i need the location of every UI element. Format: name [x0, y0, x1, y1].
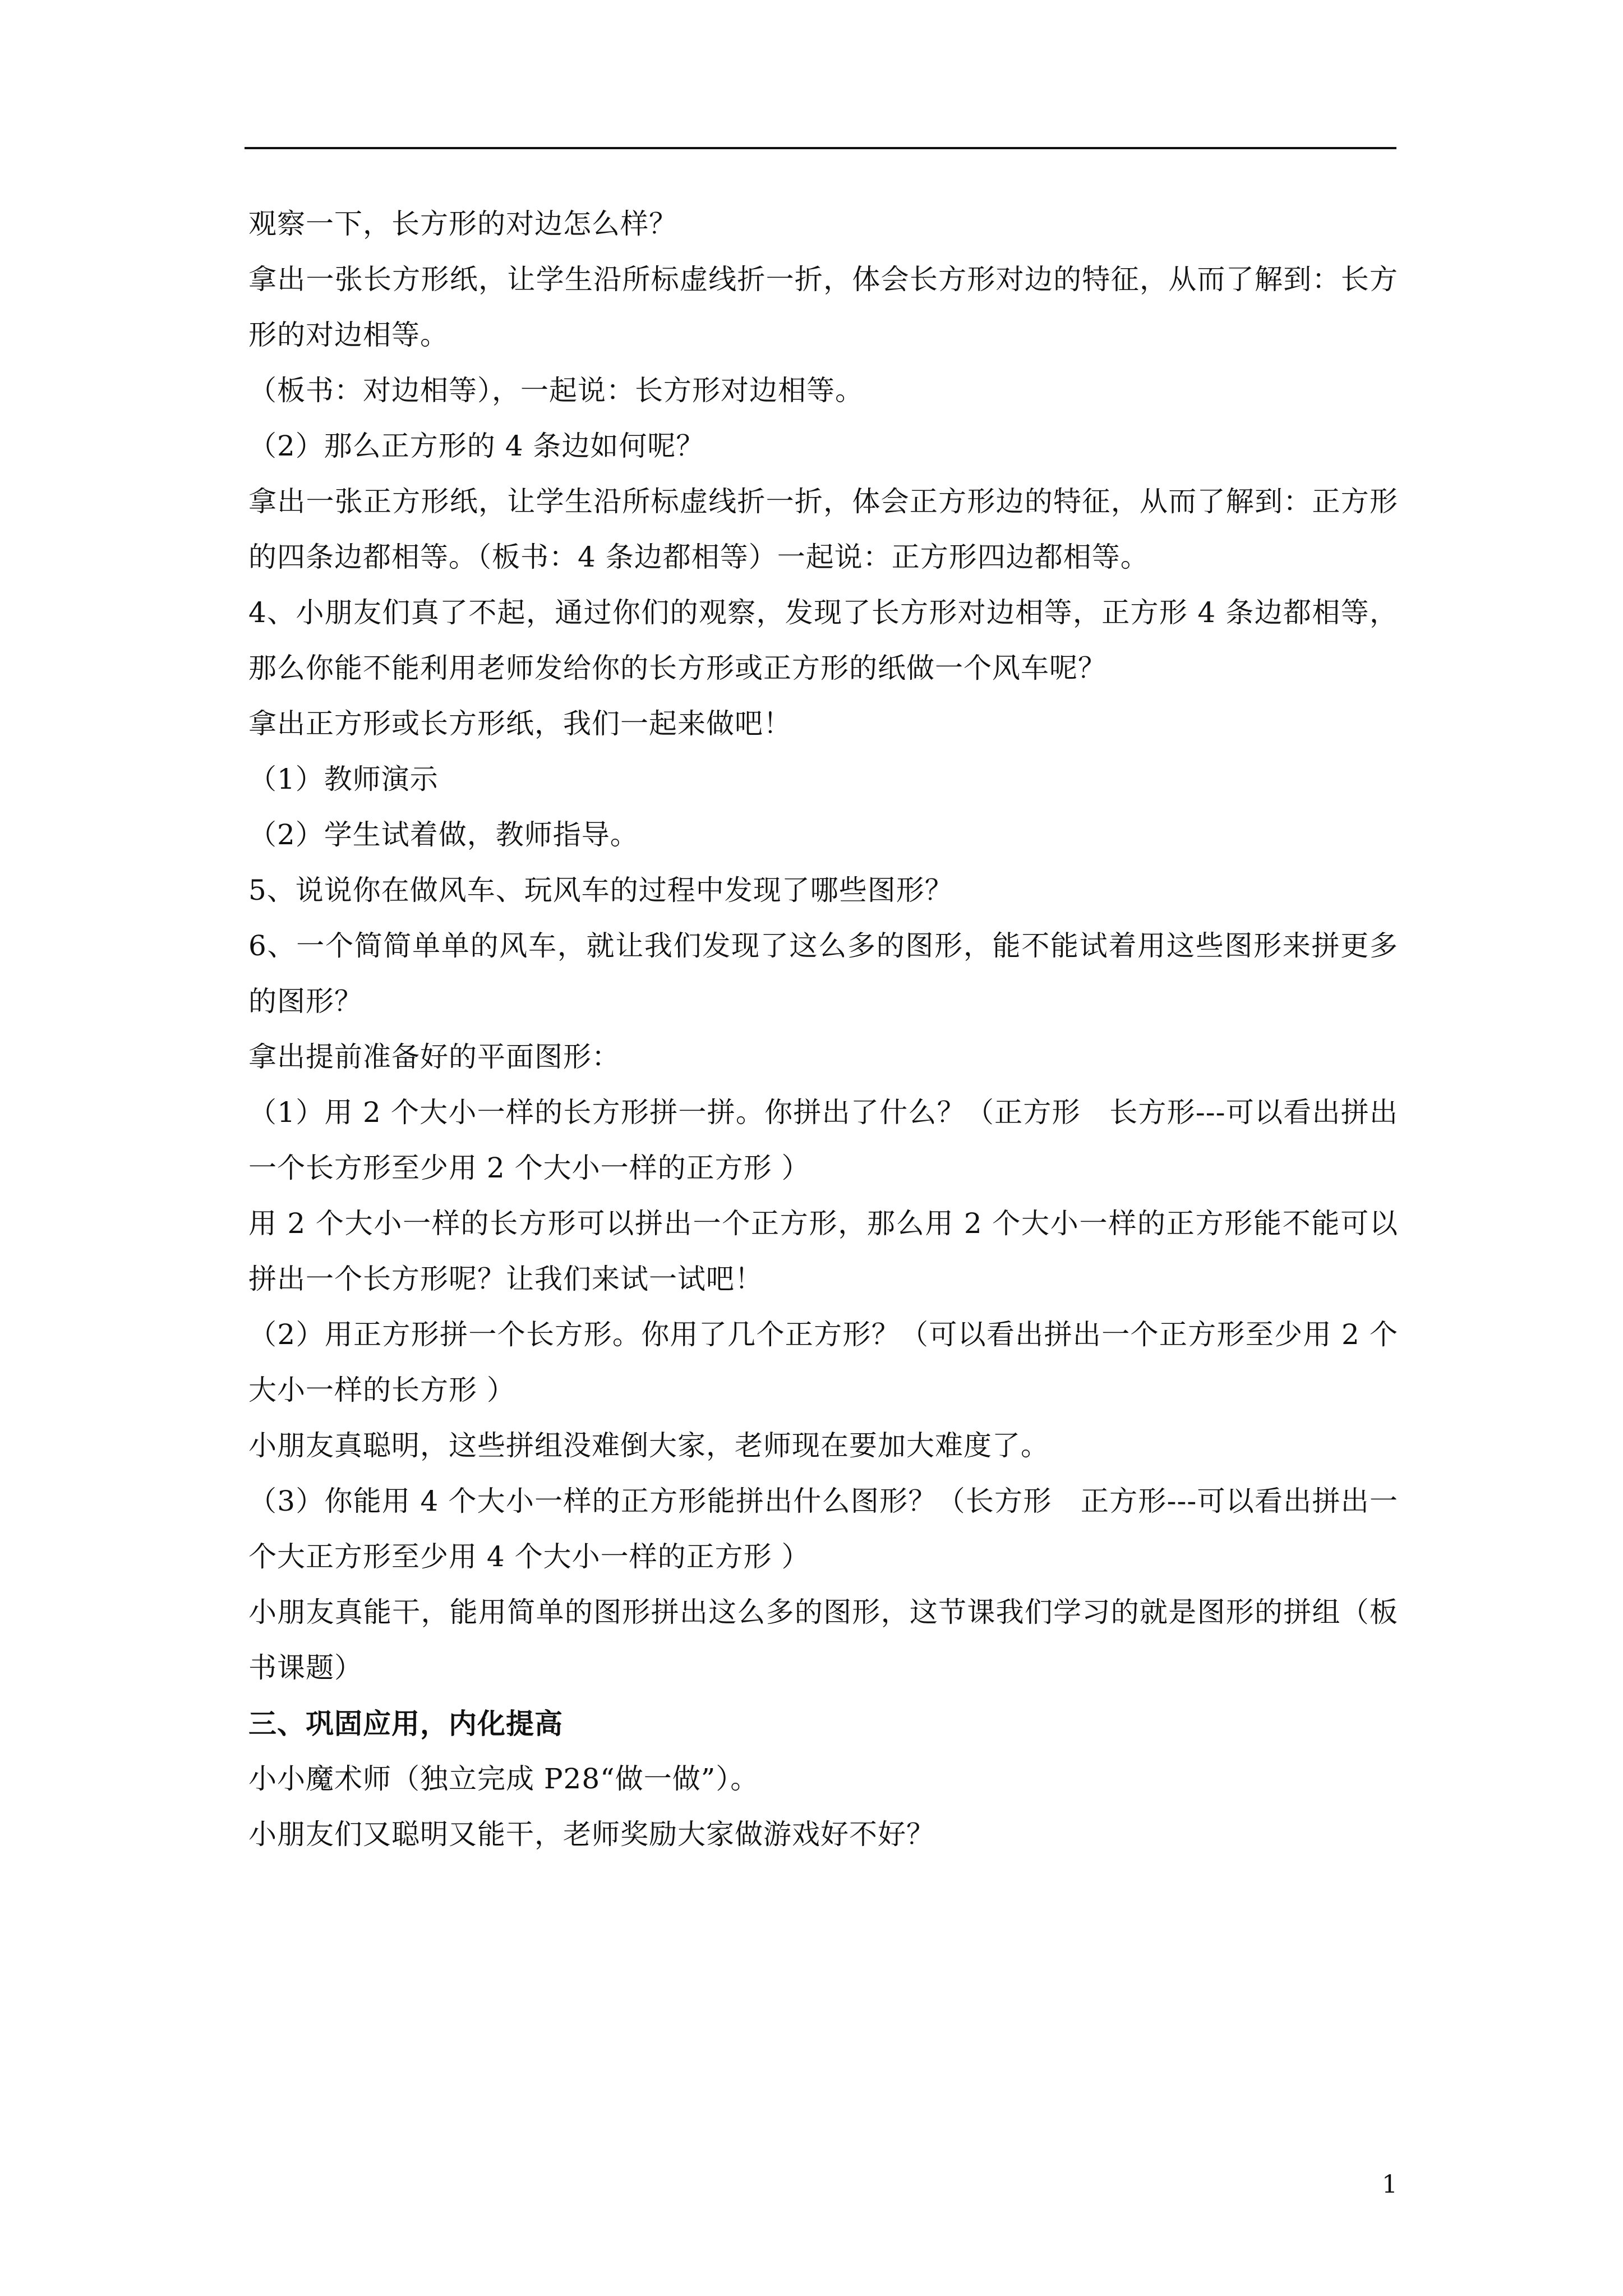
page-number: 1 [1382, 2170, 1398, 2199]
paragraph: （1）教师演示 [248, 763, 439, 795]
paragraph: 小小魔术师（独立完成 P28“做一做”）。 [248, 1763, 759, 1795]
paragraph: （3）你能用 4 个大小一样的正方形能拼出什么图形？（长方形 正方形---可以看出拼出一个大正方形至少用 4 个大小一样的正方形 ） [248, 1485, 1398, 1573]
paragraph: （2）用正方形拼一个长方形。你用了几个正方形？（可以看出拼出一个正方形至少用 2 个大小一样的长方形 ） [248, 1318, 1398, 1406]
header-rule [245, 147, 1396, 149]
paragraph: 拿出一张长方形纸，让学生沿所标虚线折一折，体会长方形对边的特征，从而了解到：长方形的对边相等。 [248, 263, 1398, 351]
paragraph: 用 2 个大小一样的长方形可以拼出一个正方形，那么用 2 个大小一样的正方形能不能可以拼出一个长方形呢？让我们来试一试吧！ [248, 1207, 1398, 1295]
paragraph: 小朋友真能干，能用简单的图形拼出这么多的图形，这节课我们学习的就是图形的拼组（板书课题） [248, 1596, 1398, 1684]
paragraph: 拿出正方形或长方形纸，我们一起来做吧！ [248, 707, 792, 740]
section-heading: 三、巩固应用，内化提高 [248, 1707, 563, 1740]
paragraph: 拿出一张正方形纸，让学生沿所标虚线折一折，体会正方形边的特征，从而了解到：正方形的四条边都相等。（板书：4 条边都相等）一起说：正方形四边都相等。 [248, 485, 1398, 573]
paragraph: 5、说说你在做风车、玩风车的过程中发现了哪些图形？ [248, 874, 953, 907]
paragraph: 6、一个简简单单的风车，就让我们发现了这么多的图形，能不能试着用这些图形来拼更多的图形？ [248, 930, 1398, 1018]
paragraph: 小朋友真聪明，这些拼组没难倒大家，老师现在要加大难度了。 [248, 1429, 1049, 1462]
paragraph: （1）用 2 个大小一样的长方形拼一拼。你拼出了什么？（正方形 长方形---可以看出拼出一个长方形至少用 2 个大小一样的正方形 ） [248, 1096, 1398, 1184]
paragraph: 4、小朋友们真了不起，通过你们的观察，发现了长方形对边相等，正方形 4 条边都相等，那么你能不能利用老师发给你的长方形或正方形的纸做一个风车呢？ [248, 596, 1398, 684]
document-body [248, 196, 1398, 1862]
paragraph: （板书：对边相等），一起说：长方形对边相等。 [248, 374, 864, 407]
paragraph: 小朋友们又聪明又能干，老师奖励大家做游戏好不好？ [248, 1818, 935, 1851]
paragraph: （2）学生试着做，教师指导。 [248, 818, 639, 851]
paragraph: （2）那么正方形的 4 条边如何呢？ [248, 430, 705, 462]
paragraph: 观察一下，长方形的对边怎么样？ [248, 208, 677, 240]
paragraph: 拿出提前准备好的平面图形： [248, 1041, 620, 1073]
